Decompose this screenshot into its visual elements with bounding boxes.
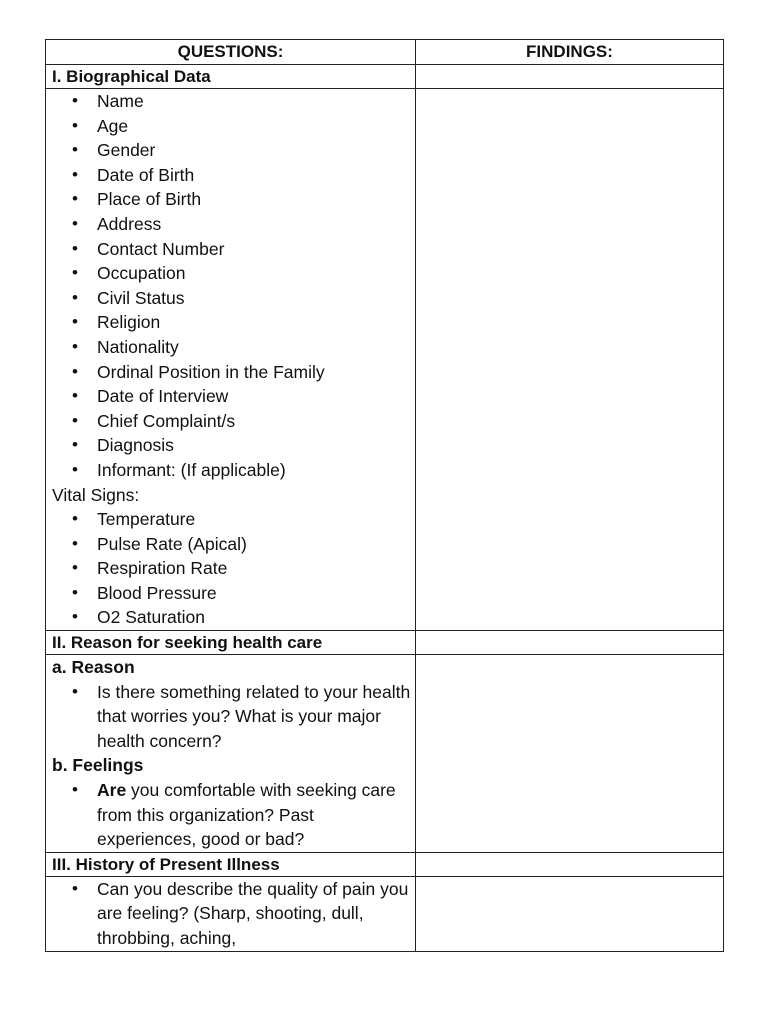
list-item: • Diagnosis [46, 433, 415, 458]
list-item: • Religion [46, 310, 415, 335]
feelings-bold-word: Are [97, 780, 127, 801]
section3-title-findings[interactable] [416, 852, 724, 876]
vital-signs-list [46, 507, 415, 630]
list-item: • Blood Pressure [46, 581, 415, 606]
feelings-label: b. Feelings [52, 755, 144, 776]
list-item: • Name [46, 89, 415, 114]
list-item: • Is there something related to your health that worries you? What is your major health concern? [46, 680, 415, 754]
section1-title: I. Biographical Data [46, 65, 416, 89]
findings-header: FINDINGS: [416, 40, 724, 65]
reason-list [46, 680, 415, 754]
section2-title-row [46, 631, 724, 655]
list-item: • Ordinal Position in the Family [46, 360, 415, 385]
section2-findings[interactable] [416, 655, 724, 853]
vital-signs-label: Vital Signs: [52, 484, 140, 505]
list-item: • Address [46, 212, 415, 237]
list-item: • Place of Birth [46, 187, 415, 212]
section3-title: III. History of Present Illness [46, 852, 416, 876]
illness-list [46, 877, 415, 951]
list-item: • Gender [46, 138, 415, 163]
list-item: • O2 Saturation [46, 605, 415, 630]
section3-title-row [46, 852, 724, 876]
list-item: • Date of Interview [46, 384, 415, 409]
list-item: • Informant: (If applicable) [46, 458, 415, 483]
header-row [46, 40, 724, 65]
list-item: • Civil Status [46, 286, 415, 311]
biographical-list [46, 89, 415, 483]
list-item: • Pulse Rate (Apical) [46, 532, 415, 557]
list-item: • Date of Birth [46, 163, 415, 188]
list-item: • Contact Number [46, 237, 415, 262]
section1-questions [46, 89, 416, 631]
questions-header: QUESTIONS: [46, 40, 416, 65]
list-item [46, 778, 415, 852]
list-item: • Occupation [46, 261, 415, 286]
section2-title: II. Reason for seeking health care [46, 631, 416, 655]
section2-questions [46, 655, 416, 853]
list-item: • Temperature [46, 507, 415, 532]
section3-questions [46, 876, 416, 951]
list-item: • Nationality [46, 335, 415, 360]
assessment-table [45, 39, 724, 952]
list-item: • Chief Complaint/s [46, 409, 415, 434]
section2-title-findings[interactable] [416, 631, 724, 655]
section3-body-row [46, 876, 724, 951]
list-item: • Respiration Rate [46, 556, 415, 581]
section2-body-row [46, 655, 724, 853]
section1-body-row [46, 89, 724, 631]
section1-title-findings[interactable] [416, 65, 724, 89]
section3-findings[interactable] [416, 876, 724, 951]
section1-findings[interactable] [416, 89, 724, 631]
feelings-list [46, 778, 415, 852]
list-item: • Age [46, 114, 415, 139]
reason-label: a. Reason [52, 657, 135, 678]
section1-title-row [46, 65, 724, 89]
list-item: • Can you describe the quality of pain you are feeling? (Sharp, shooting, dull, throbbing, aching, [46, 877, 415, 951]
feelings-text: you comfortable with seeking care from this organization? Past experiences, good or bad? [97, 780, 396, 850]
